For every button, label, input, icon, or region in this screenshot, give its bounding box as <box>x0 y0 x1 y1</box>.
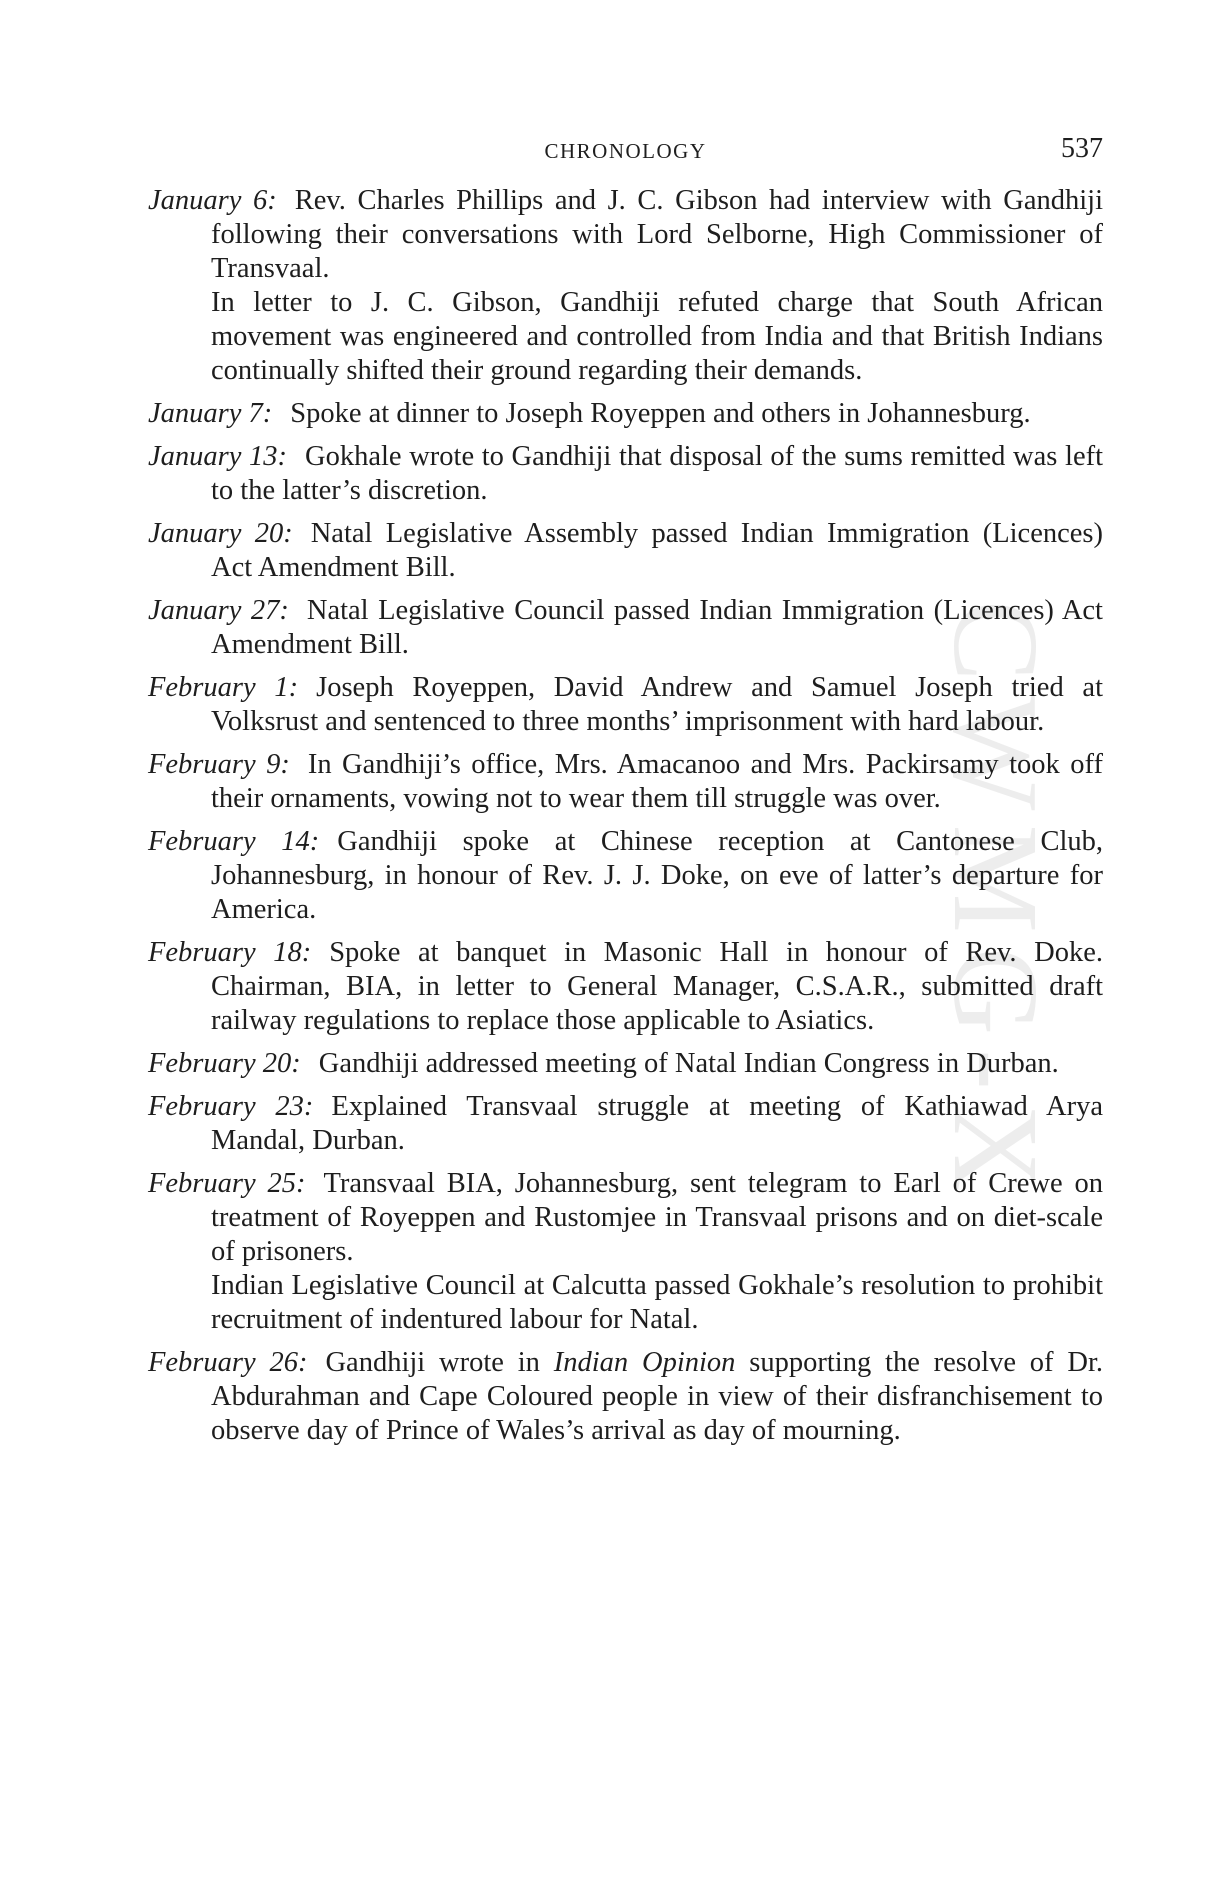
chronology-entries <box>148 184 1103 1457</box>
newspaper-title: Indian Opinion <box>553 1347 736 1378</box>
entry-text: Rev. Charles Phillips and J. C. Gibson had interview with Gandhiji following their conversations with Lord Selborne, High Commissioner of Transvaal. <box>211 185 1103 284</box>
entry-text: Spoke at banquet in Masonic Hall in honour of Rev. Doke. Chairman, BIA, in letter to General Manager, C.S.A.R., submitted draft railway regulations to replace those applicable to Asiatics. <box>211 937 1103 1036</box>
entry-text: supporting the resolve of Dr. Abdurahman and Cape Coloured people in view of their disfranchisement to observe day of Prince of Wales’s arrival as day of mourning. <box>211 1347 1104 1446</box>
chronology-entry <box>148 1047 1103 1081</box>
running-title: CHRONOLOGY <box>544 139 707 163</box>
chronology-entry <box>148 517 1103 585</box>
entry-text: Natal Legislative Assembly passed Indian Immigration (Licences) Act Amendment Bill. <box>211 518 1103 583</box>
entry-text: Gandhiji wrote in <box>325 1347 554 1378</box>
entry-text: Gokhale wrote to Gandhiji that disposal of the sums remitted was left to the latter’s discretion. <box>211 441 1103 506</box>
chronology-entry <box>148 594 1103 662</box>
entry-text: Transvaal BIA, Johannesburg, sent telegram to Earl of Crewe on treatment of Royeppen and Rustomjee in Transvaal prisons and on diet-scale of prisoners. <box>211 1168 1103 1267</box>
page-number: 537 <box>1061 133 1103 164</box>
entry-text: Gandhiji spoke at Chinese reception at Cantonese Club, Johannesburg, in honour of Rev. J. J. Doke, on eve of latter’s departure for America. <box>211 826 1103 925</box>
chronology-entry <box>148 440 1103 508</box>
entry-date: February 20: <box>148 1048 301 1079</box>
entry-text: In letter to J. C. Gibson, Gandhiji refuted charge that South African movement was engineered and controlled from India and that British Indians continually shifted their ground regarding their demands. <box>211 287 1103 386</box>
chronology-entry <box>148 1090 1103 1158</box>
entry-date: January 27: <box>148 595 289 626</box>
chronology-entry <box>148 936 1103 1038</box>
entry-date: February 18: <box>148 937 312 968</box>
entry-text: Gandhiji addressed meeting of Natal Indian Congress in Durban. <box>318 1048 1059 1079</box>
entry-text: Indian Legislative Council at Calcutta passed Gokhale’s resolution to prohibit recruitment of indentured labour for Natal. <box>211 1270 1103 1335</box>
entry-date: February 14: <box>148 826 320 857</box>
entry-date: February 26: <box>148 1347 308 1378</box>
entry-text: Joseph Royeppen, David Andrew and Samuel Joseph tried at Volksrust and sentenced to three months’ imprisonment with hard labour. <box>211 672 1103 737</box>
entry-date: January 6: <box>148 185 277 216</box>
entry-date: January 13: <box>148 441 288 472</box>
chronology-entry <box>148 825 1103 927</box>
entry-date: February 9: <box>148 749 290 780</box>
chronology-entry <box>148 748 1103 816</box>
entry-date: January 7: <box>148 398 273 429</box>
entry-date: February 25: <box>148 1168 306 1199</box>
chronology-entry <box>148 397 1103 431</box>
entry-text: Explained Transvaal struggle at meeting of Kathiawad Arya Mandal, Durban. <box>211 1091 1103 1156</box>
entry-text: Natal Legislative Council passed Indian Immigration (Licences) Act Amendment Bill. <box>211 595 1103 660</box>
chronology-entry <box>148 1346 1103 1448</box>
watermark-text: CWMG-X <box>928 600 1063 1206</box>
entry-date: February 23: <box>148 1091 314 1122</box>
entry-date: February 1: <box>148 672 299 703</box>
entry-text: Spoke at dinner to Joseph Royeppen and others in Johannesburg. <box>290 398 1031 429</box>
chronology-entry <box>148 184 1103 388</box>
chronology-entry <box>148 671 1103 739</box>
entry-text: In Gandhiji’s office, Mrs. Amacanoo and Mrs. Packirsamy took off their ornaments, vowing not to wear them till struggle was over. <box>211 749 1103 814</box>
entry-date: January 20: <box>148 518 293 549</box>
running-head <box>148 133 1103 173</box>
chronology-entry <box>148 1167 1103 1337</box>
